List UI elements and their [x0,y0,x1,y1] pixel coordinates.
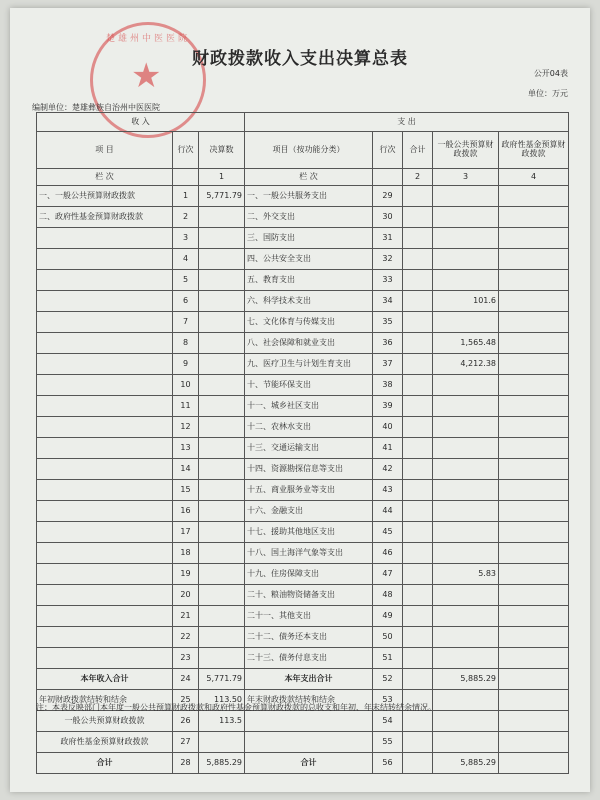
expense-item: 二十一、其他支出 [245,606,373,627]
expense-general-budget [433,417,499,438]
expense-gov-fund [499,459,569,480]
income-line-no: 7 [173,312,199,333]
table-row [37,375,569,396]
col-item-func: 项目（按功能分类） [245,132,373,169]
expense-gov-fund [499,627,569,648]
col-total: 合计 [403,132,433,169]
expense-gov-fund [499,375,569,396]
table-row [37,228,569,249]
col-gov-fund: 政府性基金预算财政拨款 [499,132,569,169]
gen-carry-no2: 54 [373,711,403,732]
gen-carry-no: 26 [173,711,199,732]
expense-line-no: 51 [373,648,403,669]
income-line-no: 6 [173,291,199,312]
expense-general-budget [433,249,499,270]
expense-total [403,396,433,417]
income-amount [199,522,245,543]
table-row [37,291,569,312]
income-item [37,648,173,669]
income-item [37,291,173,312]
table-row [37,312,569,333]
expense-total [403,249,433,270]
table-row [37,480,569,501]
income-item: 一、一般公共预算财政拨款 [37,186,173,207]
table-row [37,438,569,459]
col-general-budget: 一般公共预算财政拨款 [433,132,499,169]
expense-line-no: 41 [373,438,403,459]
income-item [37,270,173,291]
expense-item: 二十二、债务还本支出 [245,627,373,648]
table-row [37,333,569,354]
expense-total [403,354,433,375]
expense-item: 十九、住房保障支出 [245,564,373,585]
expense-line-no: 38 [373,375,403,396]
expense-general-budget [433,480,499,501]
income-amount [199,585,245,606]
expense-general-budget: 1,565.48 [433,333,499,354]
seal-text: 楚雄州中医医院 [105,34,190,44]
income-amount [199,396,245,417]
table-row [37,186,569,207]
income-amount [199,501,245,522]
footnote: 注：本表反映部门本年度一般公共预算财政拨款和政府性基金预算财政拨款的总收支和年初、年末结转结余情况。 [36,703,436,712]
expense-total [403,291,433,312]
income-amount: 5,771.79 [199,186,245,207]
expense-item: 十二、农林水支出 [245,417,373,438]
income-amount [199,249,245,270]
expense-total [403,543,433,564]
expense-item: 十五、商业服务业等支出 [245,480,373,501]
expense-gov-fund [499,438,569,459]
col-num-4: 4 [499,169,569,186]
expense-line-no: 35 [373,312,403,333]
grand-total-label: 合计 [37,753,173,774]
expense-line-no: 37 [373,354,403,375]
expense-item: 十、节能环保支出 [245,375,373,396]
col-line-no2: 行次 [373,132,403,169]
table-row [37,270,569,291]
expense-general-budget: 4,212.38 [433,354,499,375]
expense-total [403,564,433,585]
income-line-no: 10 [173,375,199,396]
expense-total [403,312,433,333]
col-line-no: 行次 [173,132,199,169]
income-amount [199,417,245,438]
expense-total [403,186,433,207]
income-amount [199,543,245,564]
expense-total [403,627,433,648]
income-line-no: 23 [173,648,199,669]
income-line-no: 13 [173,438,199,459]
expense-item: 二十三、债务付息支出 [245,648,373,669]
expense-general-budget: 5.83 [433,564,499,585]
income-line-no: 14 [173,459,199,480]
income-amount [199,291,245,312]
income-line-no: 16 [173,501,199,522]
expense-general-budget [433,270,499,291]
table-row [37,648,569,669]
expense-gov-fund [499,417,569,438]
expense-total [403,480,433,501]
expense-item: 十八、国土海洋气象等支出 [245,543,373,564]
table-row [37,501,569,522]
income-item [37,627,173,648]
expense-gov-fund [499,648,569,669]
expense-header: 支 出 [245,113,569,132]
expense-total [403,228,433,249]
income-item [37,249,173,270]
carry-in-amt: 113.50 [199,690,245,711]
income-line-no: 11 [173,396,199,417]
income-amount [199,627,245,648]
income-line-no: 22 [173,627,199,648]
col-final-amount: 决算数 [199,132,245,169]
income-line-no: 8 [173,333,199,354]
income-item [37,501,173,522]
expense-gov-fund [499,249,569,270]
grand-total-general: 5,885.29 [433,753,499,774]
table-row [37,459,569,480]
income-amount [199,270,245,291]
income-amount [199,480,245,501]
carry-out-no: 53 [373,690,403,711]
income-amount [199,606,245,627]
expense-general-budget [433,459,499,480]
expense-item: 十四、资源勘探信息等支出 [245,459,373,480]
expense-general-budget: 101.6 [433,291,499,312]
expense-total [403,585,433,606]
expense-total [403,438,433,459]
col-num-2: 2 [403,169,433,186]
expense-item: 九、医疗卫生与计划生育支出 [245,354,373,375]
table-body [37,186,569,669]
grand-total-amt: 5,885.29 [199,753,245,774]
expense-line-no: 36 [373,333,403,354]
expense-line-no: 45 [373,522,403,543]
expense-general-budget [433,228,499,249]
income-header: 收 入 [37,113,245,132]
expense-total [403,606,433,627]
unit-label: 单位：万元 [528,89,568,98]
table-row [37,417,569,438]
expense-line-no: 34 [373,291,403,312]
org-name: 楚雄彝族自治州中医医院 [72,103,160,112]
income-item [37,312,173,333]
table-row [37,396,569,417]
expense-total [403,270,433,291]
expense-general-budget [433,396,499,417]
form-number: 公开04表 [533,69,568,78]
income-item [37,459,173,480]
expense-total [403,333,433,354]
expense-gov-fund [499,522,569,543]
table-row [37,354,569,375]
income-item [37,354,173,375]
fund-carry-no2: 55 [373,732,403,753]
income-line-no: 9 [173,354,199,375]
expense-line-no: 44 [373,501,403,522]
expense-general-budget [433,648,499,669]
income-total-label: 本年收入合计 [37,669,173,690]
income-line-no: 2 [173,207,199,228]
expense-gov-fund [499,543,569,564]
carry-in-label: 年初财政拨款结转和结余 [37,690,173,711]
income-amount [199,438,245,459]
table-row [37,207,569,228]
expense-total-no: 52 [373,669,403,690]
fund-carry-label: 政府性基金预算财政拨款 [37,732,173,753]
expense-line-no: 32 [373,249,403,270]
expense-line-no: 50 [373,627,403,648]
expense-gov-fund [499,291,569,312]
income-line-no: 21 [173,606,199,627]
expense-gov-fund [499,312,569,333]
expense-line-no: 30 [373,207,403,228]
expense-line-no: 31 [373,228,403,249]
expense-gov-fund [499,207,569,228]
income-line-no: 18 [173,543,199,564]
income-line-no: 20 [173,585,199,606]
expense-total-label: 本年支出合计 [245,669,373,690]
expense-line-no: 43 [373,480,403,501]
expense-gov-fund [499,270,569,291]
income-line-no: 3 [173,228,199,249]
income-item [37,333,173,354]
income-item [37,438,173,459]
income-amount [199,228,245,249]
expense-gov-fund [499,564,569,585]
income-item [37,228,173,249]
expense-general-budget [433,585,499,606]
expense-general-budget [433,438,499,459]
table-row [37,585,569,606]
grand-total-label2: 合计 [245,753,373,774]
expense-total-general: 5,885.29 [433,669,499,690]
expense-general-budget [433,627,499,648]
income-amount [199,375,245,396]
income-total-no: 24 [173,669,199,690]
expense-item: 四、公共安全支出 [245,249,373,270]
expense-item: 二、外交支出 [245,207,373,228]
income-amount [199,354,245,375]
carry-in-no: 25 [173,690,199,711]
col-label: 栏 次 [37,169,173,186]
expense-general-budget [433,207,499,228]
expense-general-budget [433,501,499,522]
expense-item: 七、文化体育与传媒支出 [245,312,373,333]
expense-item: 十一、城乡社区支出 [245,396,373,417]
col-label2: 栏 次 [245,169,373,186]
expense-line-no: 46 [373,543,403,564]
expense-gov-fund [499,606,569,627]
income-line-no: 17 [173,522,199,543]
expense-gov-fund [499,228,569,249]
carry-out-label: 年末财政拨款结转和结余 [245,690,373,711]
income-line-no: 4 [173,249,199,270]
budget-table [36,112,569,774]
income-item [37,543,173,564]
income-total-amt: 5,771.79 [199,669,245,690]
expense-total [403,501,433,522]
org-label: 编制单位： [32,103,72,112]
income-item [37,585,173,606]
expense-gov-fund [499,396,569,417]
expense-total [403,522,433,543]
income-item [37,480,173,501]
expense-general-budget [433,186,499,207]
expense-general-budget [433,543,499,564]
expense-gov-fund [499,354,569,375]
income-amount [199,333,245,354]
expense-item: 一、一般公共服务支出 [245,186,373,207]
income-line-no: 5 [173,270,199,291]
table-row [37,606,569,627]
income-item [37,396,173,417]
expense-line-no: 49 [373,606,403,627]
expense-line-no: 48 [373,585,403,606]
income-item [37,522,173,543]
income-item [37,564,173,585]
expense-item: 二十、粮油物资储备支出 [245,585,373,606]
grand-total-no2: 56 [373,753,403,774]
income-line-no: 15 [173,480,199,501]
expense-gov-fund [499,501,569,522]
table-row [37,627,569,648]
col-item: 项 目 [37,132,173,169]
col-num-1: 1 [199,169,245,186]
expense-line-no: 39 [373,396,403,417]
expense-item: 八、社会保障和就业支出 [245,333,373,354]
star-icon: ★ [131,56,162,96]
income-amount [199,459,245,480]
expense-gov-fund [499,333,569,354]
expense-line-no: 33 [373,270,403,291]
expense-total [403,375,433,396]
expense-gov-fund [499,585,569,606]
expense-total [403,459,433,480]
grand-total-no: 28 [173,753,199,774]
income-line-no: 12 [173,417,199,438]
income-line-no: 19 [173,564,199,585]
col-num-3: 3 [433,169,499,186]
expense-general-budget [433,375,499,396]
expense-line-no: 42 [373,459,403,480]
expense-item: 十六、金融支出 [245,501,373,522]
expense-item: 十三、交通运输支出 [245,438,373,459]
income-amount [199,207,245,228]
income-item [37,606,173,627]
expense-item: 十七、援助其他地区支出 [245,522,373,543]
table-row [37,564,569,585]
expense-total [403,417,433,438]
expense-general-budget [433,312,499,333]
table-row [37,543,569,564]
income-line-no: 1 [173,186,199,207]
income-item [37,417,173,438]
expense-gov-fund [499,480,569,501]
expense-line-no: 40 [373,417,403,438]
expense-general-budget [433,606,499,627]
income-amount [199,312,245,333]
gen-carry-label: 一般公共预算财政拨款 [37,711,173,732]
document-page [10,8,590,792]
gen-carry-amt: 113.5 [199,711,245,732]
page-title: 财政拨款收入支出决算总表 [192,49,408,69]
fund-carry-no: 27 [173,732,199,753]
expense-item: 五、教育支出 [245,270,373,291]
table-row [37,522,569,543]
table-row [37,249,569,270]
expense-line-no: 29 [373,186,403,207]
income-item: 二、政府性基金预算财政拨款 [37,207,173,228]
expense-general-budget [433,522,499,543]
expense-total [403,207,433,228]
income-amount [199,564,245,585]
expense-item: 三、国防支出 [245,228,373,249]
expense-item: 六、科学技术支出 [245,291,373,312]
income-item [37,375,173,396]
expense-gov-fund [499,186,569,207]
expense-total [403,648,433,669]
expense-line-no: 47 [373,564,403,585]
income-amount [199,648,245,669]
